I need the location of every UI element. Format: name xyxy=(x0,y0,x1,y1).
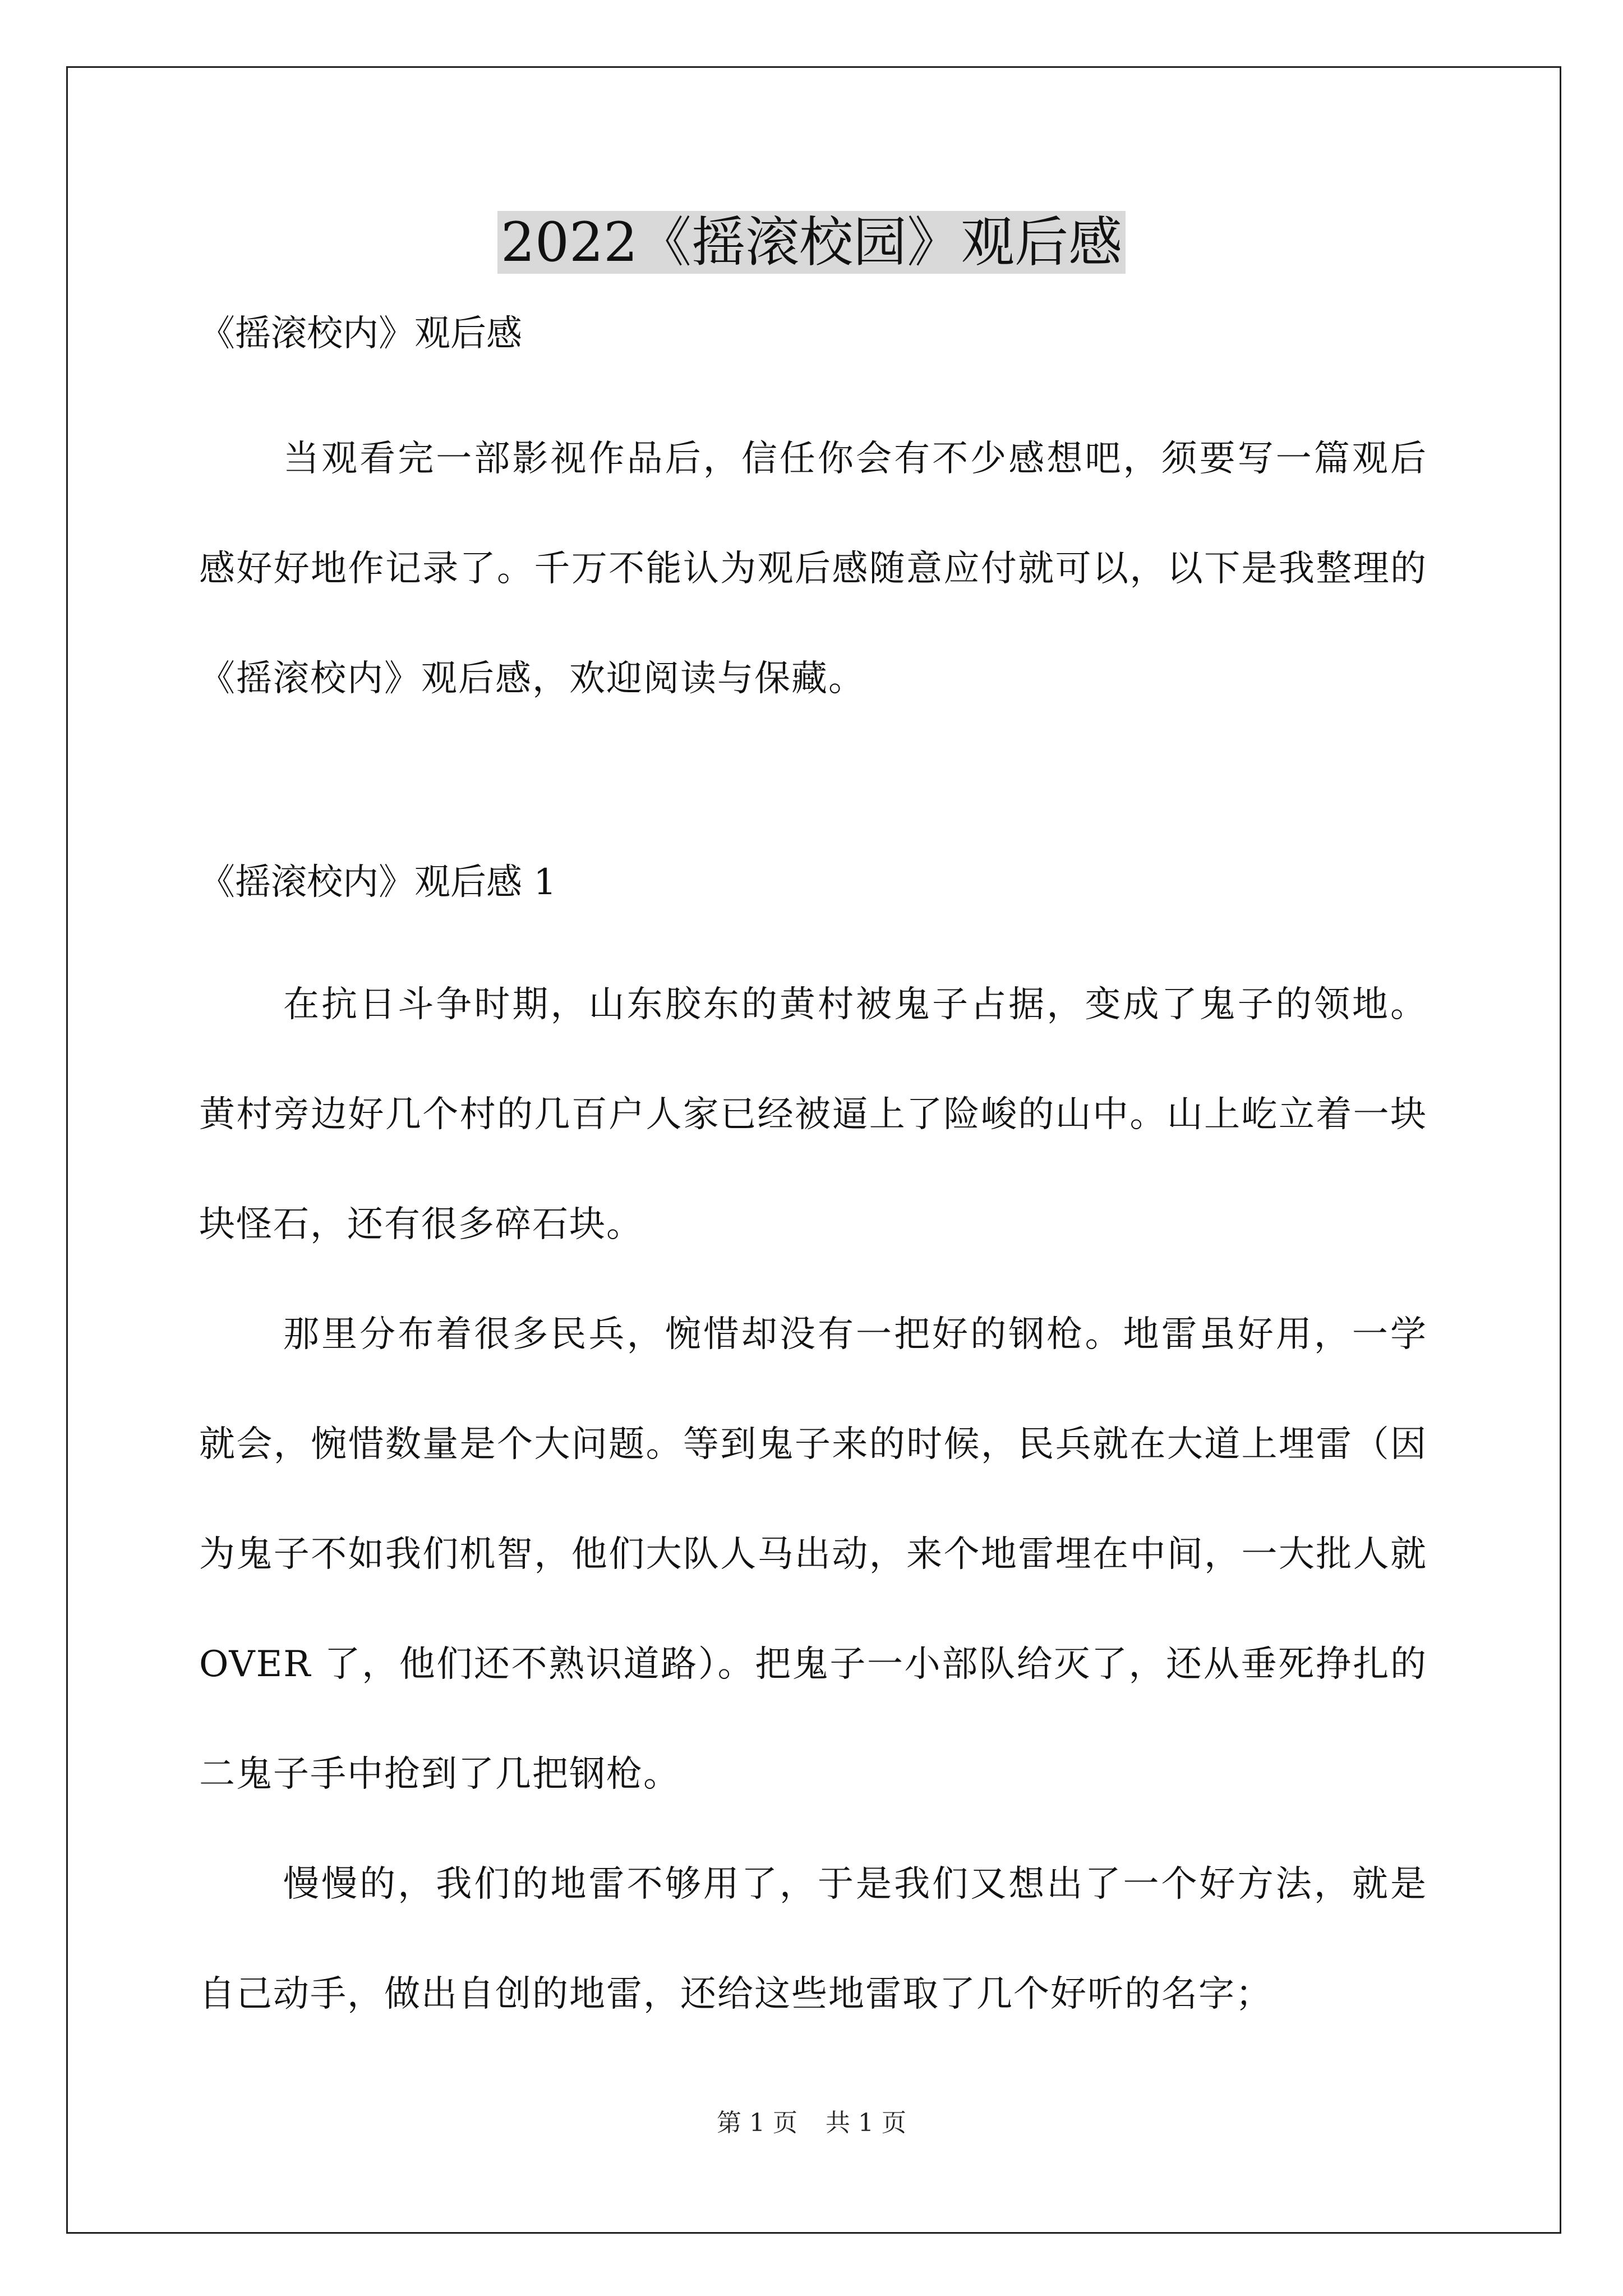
document-title-text: 2022《摇滚校园》观后感 xyxy=(497,211,1126,274)
document-body xyxy=(199,303,1427,2049)
page-footer xyxy=(0,2106,1623,2140)
body-paragraph: 慢慢的，我们的地雷不够用了，于是我们又想出了一个好方法，就是自己动手，做出自创的地雷，还给这些地雷取了几个好听的名字； xyxy=(199,1864,1427,2015)
section-heading-1: 《摇滚校内》观后感 1 xyxy=(199,862,557,903)
body-paragraph: 在抗日斗争时期，山东胶东的黄村被鬼子占据，变成了鬼子的领地。黄村旁边好几个村的几百户人家已经被逼上了险峻的山中。山上屹立着一块块怪石，还有很多碎石块。 xyxy=(199,984,1427,1245)
intro-paragraph: 当观看完一部影视作品后，信任你会有不少感想吧，须要写一篇观后感好好地作记录了。千万不能认为观后感随意应付就可以，以下是我整理的《摇滚校内》观后感，欢迎阅读与保藏。 xyxy=(199,438,1427,700)
body-paragraph: 那里分布着很多民兵，惋惜却没有一把好的钢枪。地雷虽好用，一学就会，惋惜数量是个大问题。等到鬼子来的时候，民兵就在大道上埋雷（因为鬼子不如我们机智，他们大队人马出动，来个地雷埋在中间，一大批人就 OVER 了，他们还不熟识道路）。把鬼子一小部队给灭了，还从垂死挣扎的二鬼子手中抢到了几把钢枪。 xyxy=(199,1314,1427,1795)
page-number: 第 1 页 xyxy=(717,2109,797,2137)
page-total: 共 1 页 xyxy=(826,2109,906,2137)
document-title xyxy=(0,203,1623,282)
intro-heading: 《摇滚校内》观后感 xyxy=(199,313,522,355)
